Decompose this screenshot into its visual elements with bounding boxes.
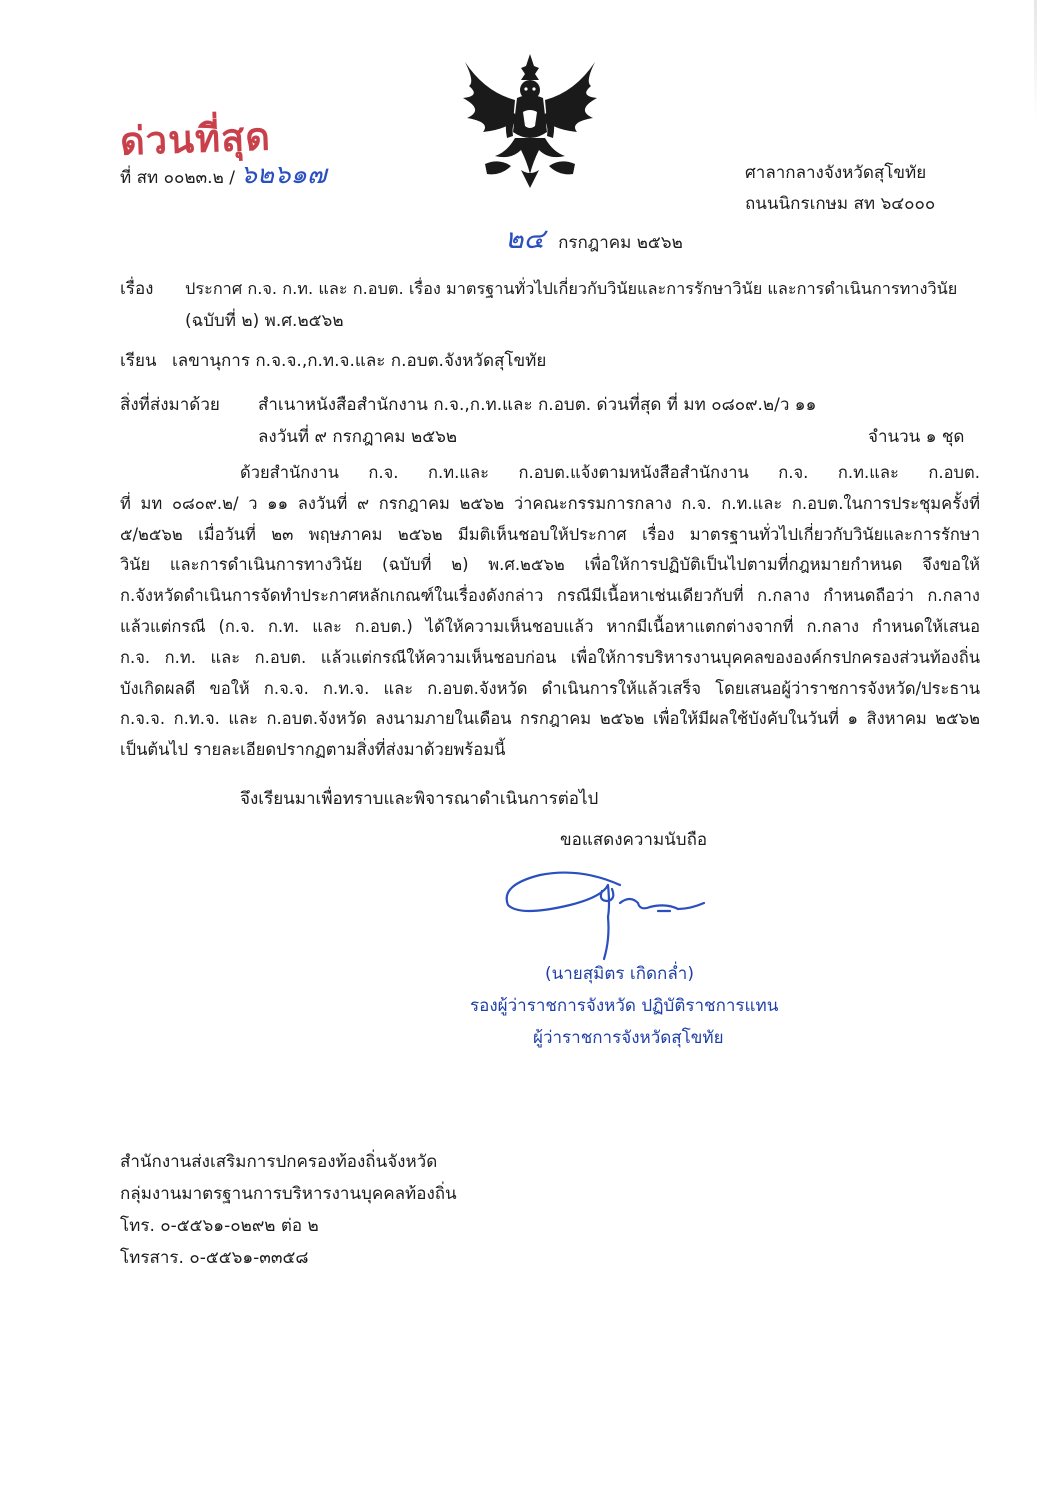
garuda-emblem-icon (455, 52, 605, 192)
body-line: แล้วแต่กรณี (ก.จ. ก.ท. และ ก.อบต.) ได้ให้ความเห็นชอบแล้ว หากมีเนื้อหาแตกต่างจากที่ ก.กลาง กำหนดให้เสนอ (120, 616, 980, 636)
enclosure-line1: สำเนาหนังสือสำนักงาน ก.จ.,ก.ท.และ ก.อบต. ด่วนที่สุด ที่ มท ๐๘๐๙.๒/ว ๑๑ (258, 395, 817, 415)
body-line: วินัย และการดำเนินการทางวินัย (ฉบับที่ ๒) พ.ศ.๒๕๖๒ เพื่อให้การปฏิบัติเป็นไปตามที่กฎหมายกำหนด จึงขอให้ (120, 555, 980, 575)
scan-edge-shadow (1034, 0, 1037, 120)
date-month-year: กรกฎาคม ๒๕๖๒ (558, 233, 683, 253)
urgency-stamp: ด่วนที่สุด (119, 114, 272, 164)
document-number-prefix: ที่ สท ๐๐๒๓.๒ / (120, 168, 235, 188)
body-paragraph (120, 458, 980, 766)
enclosure-label: สิ่งที่ส่งมาด้วย (120, 395, 220, 415)
body-line: ที่ มท ๐๘๐๙.๒/ ว ๑๑ ลงวันที่ ๙ กรกฎาคม ๒๕๖๒ ว่าคณะกรรมการกลาง ก.จ. ก.ท.และ ก.อบต.ในการประชุมครั้งที่ (120, 493, 980, 513)
signer-name: (นายสุมิตร เกิดกล่ำ) (545, 964, 694, 984)
footer-phone: โทร. ๐-๕๕๖๑-๐๒๙๒ ต่อ ๒ (120, 1216, 319, 1236)
document-date (505, 222, 683, 255)
body-line: ๕/๒๕๖๒ เมื่อวันที่ ๒๓ พฤษภาคม ๒๕๖๒ มีมติเห็นชอบให้ประกาศ เรื่อง มาตรฐานทั่วไปเกี่ยวกับวินัยและการรักษา (120, 524, 980, 544)
footer-fax: โทรสาร. ๐-๕๕๖๑-๓๓๕๘ (120, 1248, 309, 1268)
handwritten-signature (490, 855, 730, 965)
enclosure-count: จำนวน ๑ ชุด (868, 427, 965, 447)
sender-address-line2: ถนนนิกรเกษม สท ๖๔๐๐๐ (745, 194, 936, 214)
footer-office: สำนักงานส่งเสริมการปกครองท้องถิ่นจังหวัด (120, 1152, 438, 1172)
body-line: ด้วยสำนักงาน ก.จ. ก.ท.และ ก.อบต.แจ้งตามหนังสือสำนักงาน ก.จ. ก.ท.และ ก.อบต. (240, 463, 980, 482)
footer-division: กลุ่มงานมาตรฐานการบริหารงานบุคคลท้องถิ่น (120, 1184, 457, 1204)
body-line: เป็นต้นไป รายละเอียดปรากฏตามสิ่งที่ส่งมาด้วยพร้อมนี้ (120, 740, 506, 760)
subject-line1: ประกาศ ก.จ. ก.ท. และ ก.อบต. เรื่อง มาตรฐานทั่วไปเกี่ยวกับวินัยและการรักษาวินัย และการดำเนินการทางวินัย (185, 279, 958, 298)
addressee-text: เลขานุการ ก.จ.จ.,ก.ท.จ.และ ก.อบต.จังหวัดสุโขทัย (172, 351, 547, 371)
enclosure-line2: ลงวันที่ ๙ กรกฎาคม ๒๕๖๒ (258, 427, 458, 447)
subject-label: เรื่อง (120, 279, 154, 299)
closing-request: จึงเรียนมาเพื่อทราบและพิจารณาดำเนินการต่อไป (240, 789, 599, 809)
sender-address-line1: ศาลากลางจังหวัดสุโขทัย (745, 163, 927, 183)
body-line: ก.จ. ก.ท. และ ก.อบต. แล้วแต่กรณีให้ความเห็นชอบก่อน เพื่อให้การบริหารงานบุคคลขององค์กรปกครองส่วนท้องถิ่น (120, 647, 980, 667)
signer-position-line2: ผู้ว่าราชการจังหวัดสุโขทัย (533, 1028, 724, 1048)
closing-regards: ขอแสดงความนับถือ (560, 830, 708, 850)
body-line: บังเกิดผลดี ขอให้ ก.จ.จ. ก.ท.จ. และ ก.อบต.จังหวัด ดำเนินการให้แล้วเสร็จ โดยเสนอผู้ว่าราชการจังหวัด/ประธาน (120, 678, 980, 698)
subject-line2: (ฉบับที่ ๒) พ.ศ.๒๕๖๒ (185, 311, 344, 331)
document-number (120, 160, 327, 190)
date-day-handwritten: ๒๔ (505, 222, 545, 255)
body-line: ก.จังหวัดดำเนินการจัดทำประกาศหลักเกณฑ์ในเรื่องดังกล่าว กรณีมีเนื้อหาเช่นเดียวกับที่ ก.กลาง กำหนดถือว่า ก.กลาง (120, 586, 980, 606)
addressee-label: เรียน (120, 351, 157, 371)
signer-position-line1: รองผู้ว่าราชการจังหวัด ปฏิบัติราชการแทน (470, 996, 779, 1016)
document-number-handwritten: ๖๒๖๑๗ (240, 160, 327, 190)
body-line: ก.จ.จ. ก.ท.จ. และ ก.อบต.จังหวัด ลงนามภายในเดือน กรกฎาคม ๒๕๖๒ เพื่อให้มีผลใช้บังคับในวันที่ ๑ สิงหาคม ๒๕๖๒ (120, 709, 980, 729)
